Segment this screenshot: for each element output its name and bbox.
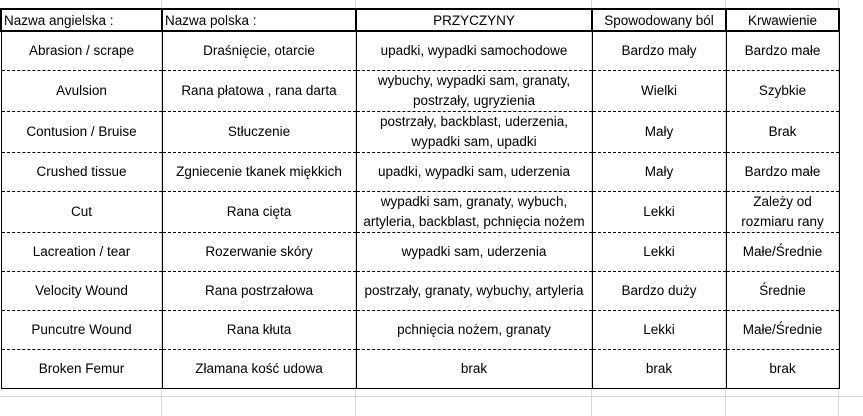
cell-pain[interactable]: Mały <box>592 153 726 192</box>
cell-causes[interactable]: upadki, wypadki sam, uderzenia <box>356 153 592 192</box>
table-row <box>1 153 839 192</box>
table-row <box>1 350 839 389</box>
cell-causes[interactable]: wypadki sam, uderzenia <box>356 233 592 272</box>
cell-causes[interactable]: wypadki sam, granaty, wybuch, artyleria, backblast, pchnięcia nożem <box>356 192 592 233</box>
cell-pain[interactable]: Lekki <box>592 192 726 233</box>
wound-table <box>0 8 840 389</box>
cell-pain[interactable]: brak <box>592 350 726 389</box>
cell-polish-name[interactable]: Draśnięcie, otarcie <box>162 31 356 71</box>
table-row <box>1 192 839 233</box>
header-pain[interactable]: Spowodowany ból <box>592 9 726 31</box>
cell-bleeding[interactable]: Bardzo małe <box>726 153 839 192</box>
cell-causes[interactable]: postrzały, granaty, wybuchy, artyleria <box>356 272 592 311</box>
cell-pain[interactable]: Lekki <box>592 233 726 272</box>
cell-bleeding[interactable]: Małe/Średnie <box>726 311 839 350</box>
cell-pain[interactable]: Bardzo mały <box>592 31 726 71</box>
table-row <box>1 112 839 153</box>
cell-english-name[interactable]: Broken Femur <box>1 350 162 389</box>
cell-bleeding[interactable]: Szybkie <box>726 71 839 112</box>
cell-polish-name[interactable]: Złamana kość udowa <box>162 350 356 389</box>
cell-polish-name[interactable]: Rana postrzałowa <box>162 272 356 311</box>
cell-pain[interactable]: Bardzo duży <box>592 272 726 311</box>
cell-causes[interactable]: upadki, wypadki samochodowe <box>356 31 592 71</box>
cell-english-name[interactable]: Crushed tissue <box>1 153 162 192</box>
table-row <box>1 71 839 112</box>
cell-polish-name[interactable]: Rana kłuta <box>162 311 356 350</box>
table-row <box>1 233 839 272</box>
cell-polish-name[interactable]: Rozerwanie skóry <box>162 233 356 272</box>
cell-english-name[interactable]: Avulsion <box>1 71 162 112</box>
cell-polish-name[interactable]: Rana cięta <box>162 192 356 233</box>
gridline <box>0 396 863 397</box>
cell-english-name[interactable]: Contusion / Bruise <box>1 112 162 153</box>
cell-causes[interactable]: postrzały, backblast, uderzenia, wypadki sam, upadki <box>356 112 592 153</box>
cell-english-name[interactable]: Velocity Wound <box>1 272 162 311</box>
cell-bleeding[interactable]: Małe/Średnie <box>726 233 839 272</box>
cell-polish-name[interactable]: Stłuczenie <box>162 112 356 153</box>
header-english-name[interactable]: Nazwa angielska : <box>1 9 162 31</box>
cell-english-name[interactable]: Lacreation / tear <box>1 233 162 272</box>
cell-english-name[interactable]: Puncutre Wound <box>1 311 162 350</box>
cell-pain[interactable]: Lekki <box>592 311 726 350</box>
table-row <box>1 31 839 71</box>
cell-causes[interactable]: pchnięcia nożem, granaty <box>356 311 592 350</box>
cell-causes[interactable]: wybuchy, wypadki sam, granaty, postrzały, ugryzienia <box>356 71 592 112</box>
header-bleeding[interactable]: Krwawienie <box>726 9 839 31</box>
cell-bleeding[interactable]: Zależy od rozmiaru rany <box>726 192 839 233</box>
cell-causes[interactable]: brak <box>356 350 592 389</box>
cell-bleeding[interactable]: brak <box>726 350 839 389</box>
cell-pain[interactable]: Mały <box>592 112 726 153</box>
cell-bleeding[interactable]: Brak <box>726 112 839 153</box>
cell-polish-name[interactable]: Zgniecenie tkanek miękkich <box>162 153 356 192</box>
cell-english-name[interactable]: Cut <box>1 192 162 233</box>
cell-bleeding[interactable]: Bardzo małe <box>726 31 839 71</box>
cell-english-name[interactable]: Abrasion / scrape <box>1 31 162 71</box>
header-polish-name[interactable]: Nazwa polska : <box>162 9 356 31</box>
header-row <box>1 9 839 31</box>
cell-polish-name[interactable]: Rana płatowa , rana darta <box>162 71 356 112</box>
cell-pain[interactable]: Wielki <box>592 71 726 112</box>
header-causes[interactable]: PRZYCZYNY <box>356 9 592 31</box>
cell-bleeding[interactable]: Średnie <box>726 272 839 311</box>
table-row <box>1 272 839 311</box>
table-row <box>1 311 839 350</box>
